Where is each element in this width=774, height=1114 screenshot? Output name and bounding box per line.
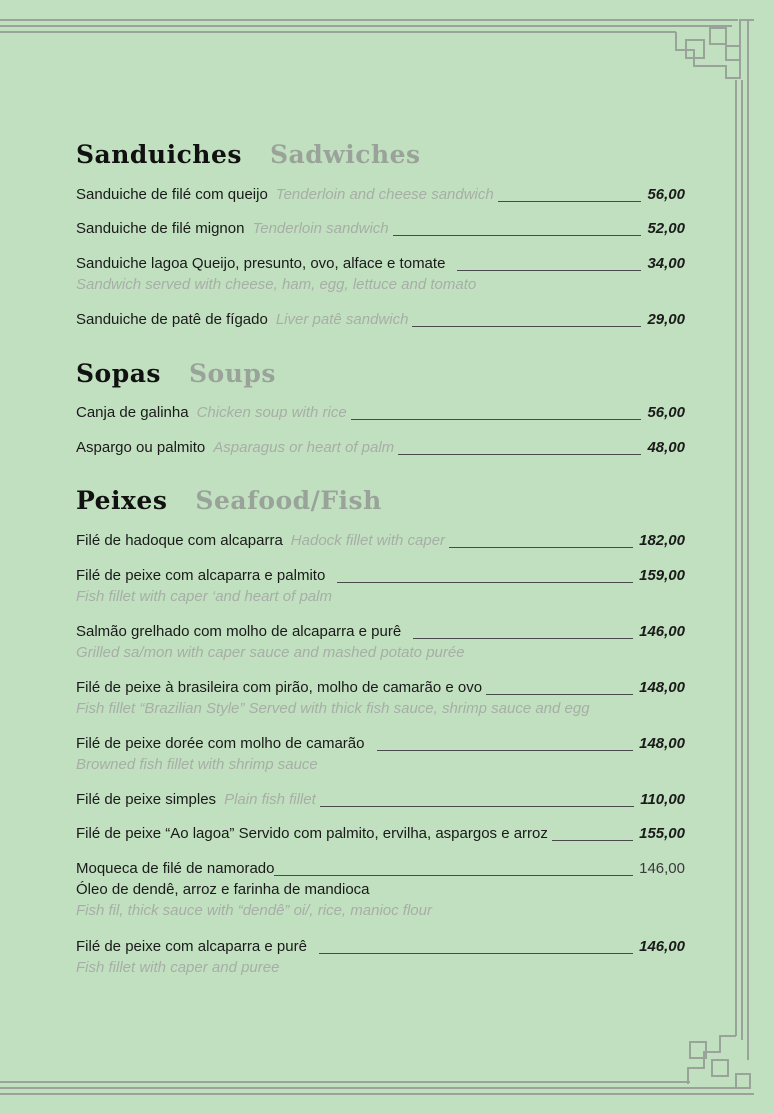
section-title-peixes	[76, 486, 382, 515]
item-price: 146,00	[639, 860, 685, 877]
item-name: Aspargo ou palmito	[76, 439, 206, 456]
item-price: 148,00	[639, 679, 685, 696]
item-english: Plain fish fillet	[224, 791, 316, 808]
dot-leader	[337, 582, 633, 583]
dot-leader	[319, 953, 633, 954]
item-name: Filé de hadoque com alcaparra	[76, 532, 283, 549]
menu-item	[76, 437, 685, 458]
dot-leader	[320, 806, 634, 807]
dot-leader	[552, 840, 633, 841]
section-title-sanduiches	[76, 140, 421, 169]
menu-item	[76, 823, 685, 844]
dot-leader	[413, 638, 633, 639]
menu-item	[76, 402, 685, 423]
item-price: 148,00	[639, 735, 685, 752]
item-name: Filé de peixe dorée com molho de camarão	[76, 735, 365, 752]
item-english: Tenderloin sandwich	[252, 220, 389, 237]
dot-leader	[412, 326, 641, 327]
item-english: Hadock fillet with caper	[290, 532, 446, 549]
section-title-en: Sadwiches	[269, 140, 421, 169]
dot-leader	[398, 454, 641, 455]
item-subline: Óleo de dendê, arroz e farinha de mandioca	[76, 881, 370, 898]
dot-leader	[393, 235, 642, 236]
section-title-pt: Peixes	[76, 486, 168, 515]
menu-item	[76, 218, 685, 239]
item-price: 146,00	[639, 938, 685, 955]
item-name: Moqueca de filé de namorado	[76, 860, 275, 877]
item-price: 29,00	[647, 311, 685, 328]
section-title-pt: Sanduiches	[76, 140, 242, 169]
menu-item	[76, 184, 685, 205]
item-price: 56,00	[647, 404, 685, 421]
item-price: 56,00	[647, 186, 685, 203]
dot-leader	[457, 270, 641, 271]
item-english: Fish fil, thick sauce with “dendê” oi/, rice, manioc flour	[76, 902, 432, 919]
item-name: Sanduiche lagoa Queijo, presunto, ovo, alface e tomate	[76, 255, 446, 272]
item-name: Canja de galinha	[76, 404, 189, 421]
section-title-pt: Sopas	[76, 359, 161, 388]
menu-item	[76, 253, 685, 295]
section-title-sopas	[76, 359, 276, 388]
menu-item	[76, 530, 685, 551]
item-english: Browned fish fillet with shrimp sauce	[76, 756, 318, 773]
item-english: Asparagus or heart of palm	[213, 439, 395, 456]
item-english: Sandwich served with cheese, ham, egg, lettuce and tomato	[76, 276, 477, 293]
menu-item	[76, 733, 685, 775]
item-name: Filé de peixe com alcaparra e palmito	[76, 567, 326, 584]
item-english: Fish fillet with caper and puree	[76, 959, 280, 976]
item-english: Liver patê sandwich	[275, 311, 409, 328]
item-name: Filé de peixe “Ao lagoa” Servido com palmito, ervilha, aspargos e arroz	[76, 825, 548, 842]
dot-leader	[274, 875, 633, 876]
menu-item	[76, 858, 685, 921]
item-price: 182,00	[639, 532, 685, 549]
item-price: 159,00	[639, 567, 685, 584]
menu-item	[76, 621, 685, 663]
dot-leader	[377, 750, 634, 751]
item-name: Filé de peixe simples	[76, 791, 217, 808]
menu-item	[76, 565, 685, 607]
menu-item	[76, 309, 685, 330]
dot-leader	[498, 201, 642, 202]
menu-item	[76, 677, 685, 719]
item-price: 52,00	[647, 220, 685, 237]
item-price: 155,00	[639, 825, 685, 842]
item-price: 146,00	[639, 623, 685, 640]
menu-item	[76, 789, 685, 810]
item-english: Fish fillet “Brazilian Style” Served with thick fish sauce, shrimp sauce and egg	[76, 700, 590, 717]
item-name: Filé de peixe à brasileira com pirão, molho de camarão e ovo	[76, 679, 483, 696]
section-title-en: Seafood/Fish	[195, 486, 382, 515]
section-title-en: Soups	[188, 359, 276, 388]
item-price: 34,00	[647, 255, 685, 272]
item-english: Tenderloin and cheese sandwich	[275, 186, 494, 203]
item-name: Sanduiche de filé mignon	[76, 220, 245, 237]
item-name: Sanduiche de filé com queijo	[76, 186, 268, 203]
item-price: 110,00	[640, 791, 685, 808]
item-english: Chicken soup with rice	[196, 404, 347, 421]
menu-item	[76, 936, 685, 978]
item-name: Salmão grelhado com molho de alcaparra e purê	[76, 623, 402, 640]
item-english: Grilled sa/mon with caper sauce and mashed potato purée	[76, 644, 465, 661]
item-price: 48,00	[647, 439, 685, 456]
item-english: Fish fillet with caper ‘and heart of palm	[76, 588, 332, 605]
item-name: Filé de peixe com alcaparra e purê	[76, 938, 307, 955]
dot-leader	[351, 419, 642, 420]
dot-leader	[486, 694, 633, 695]
dot-leader	[449, 547, 633, 548]
item-name: Sanduiche de patê de fígado	[76, 311, 268, 328]
